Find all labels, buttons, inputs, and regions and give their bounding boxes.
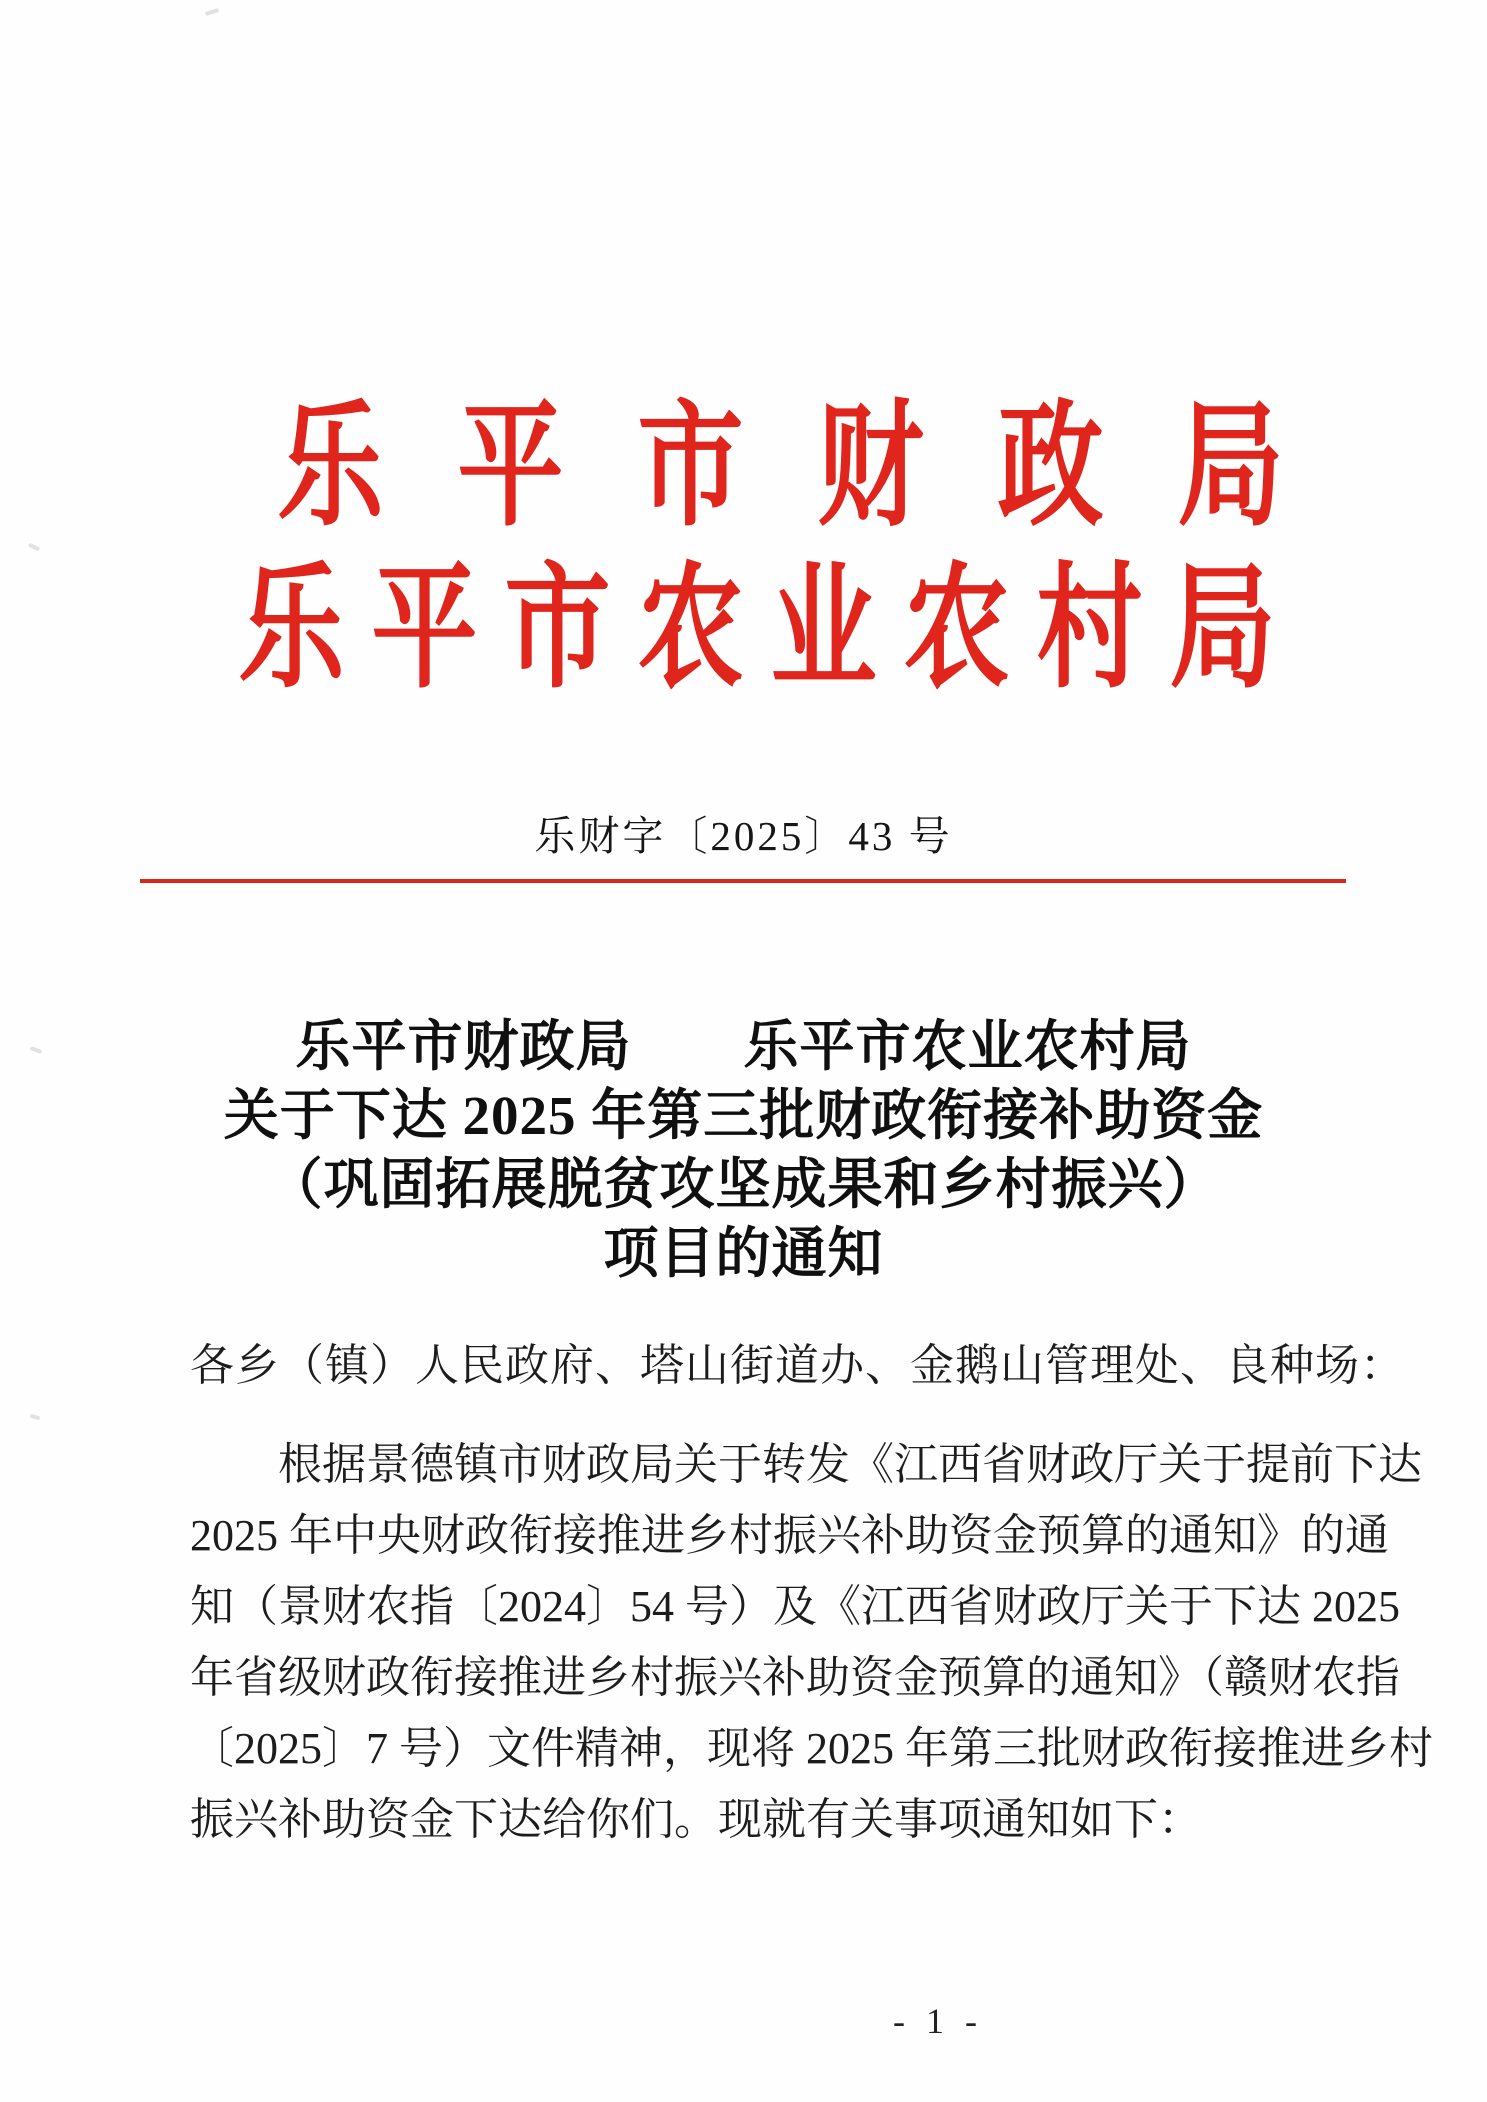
salutation-line: 各乡（镇）人民政府、塔山街道办、金鹅山管理处、良种场： bbox=[190, 1341, 1405, 1390]
body-paragraph-line: 年省级财政衔接推进乡村振兴补助资金预算的通知》（赣财农指 bbox=[190, 1653, 1400, 1702]
body-paragraph-line: 2025 年中央财政衔接推进乡村振兴补助资金预算的通知》的通 bbox=[190, 1511, 1389, 1560]
title-line-1: 乐平市财政局 乐平市农业农村局 bbox=[295, 1016, 1192, 1077]
body-paragraph-line: 〔2025〕7 号）文件精神，现将 2025 年第三批财政衔接推进乡村 bbox=[190, 1724, 1433, 1773]
letterhead-agency-2: 乐平市农业农村局 bbox=[238, 554, 1303, 705]
body-paragraph-line: 知（景财农指〔2024〕54 号）及《江西省财政厅关于下达 2025 bbox=[190, 1582, 1400, 1631]
body-paragraph-line: 振兴补助资金下达给你们。现就有关事项通知如下： bbox=[190, 1795, 1202, 1844]
scan-artifact bbox=[30, 1414, 41, 1420]
letterhead-agency-1: 乐平市财政局 bbox=[277, 392, 1358, 543]
title-line-2: 关于下达 2025 年第三批财政衔接补助资金 bbox=[223, 1085, 1264, 1146]
scan-artifact bbox=[205, 8, 220, 16]
letterhead-divider-rule bbox=[140, 879, 1346, 883]
title-line-4: 项目的通知 bbox=[603, 1223, 884, 1284]
scan-artifact bbox=[28, 543, 41, 552]
title-line-3: （巩固拓展脱贫攻坚成果和乡村振兴） bbox=[267, 1154, 1220, 1215]
document-title bbox=[0, 1012, 1487, 1288]
document-number: 乐财字〔2025〕43 号 bbox=[534, 813, 953, 859]
page-number: - 1 - bbox=[893, 2001, 983, 2041]
body-paragraph-line: 根据景德镇市财政局关于转发《江西省财政厅关于提前下达 bbox=[278, 1440, 1422, 1489]
